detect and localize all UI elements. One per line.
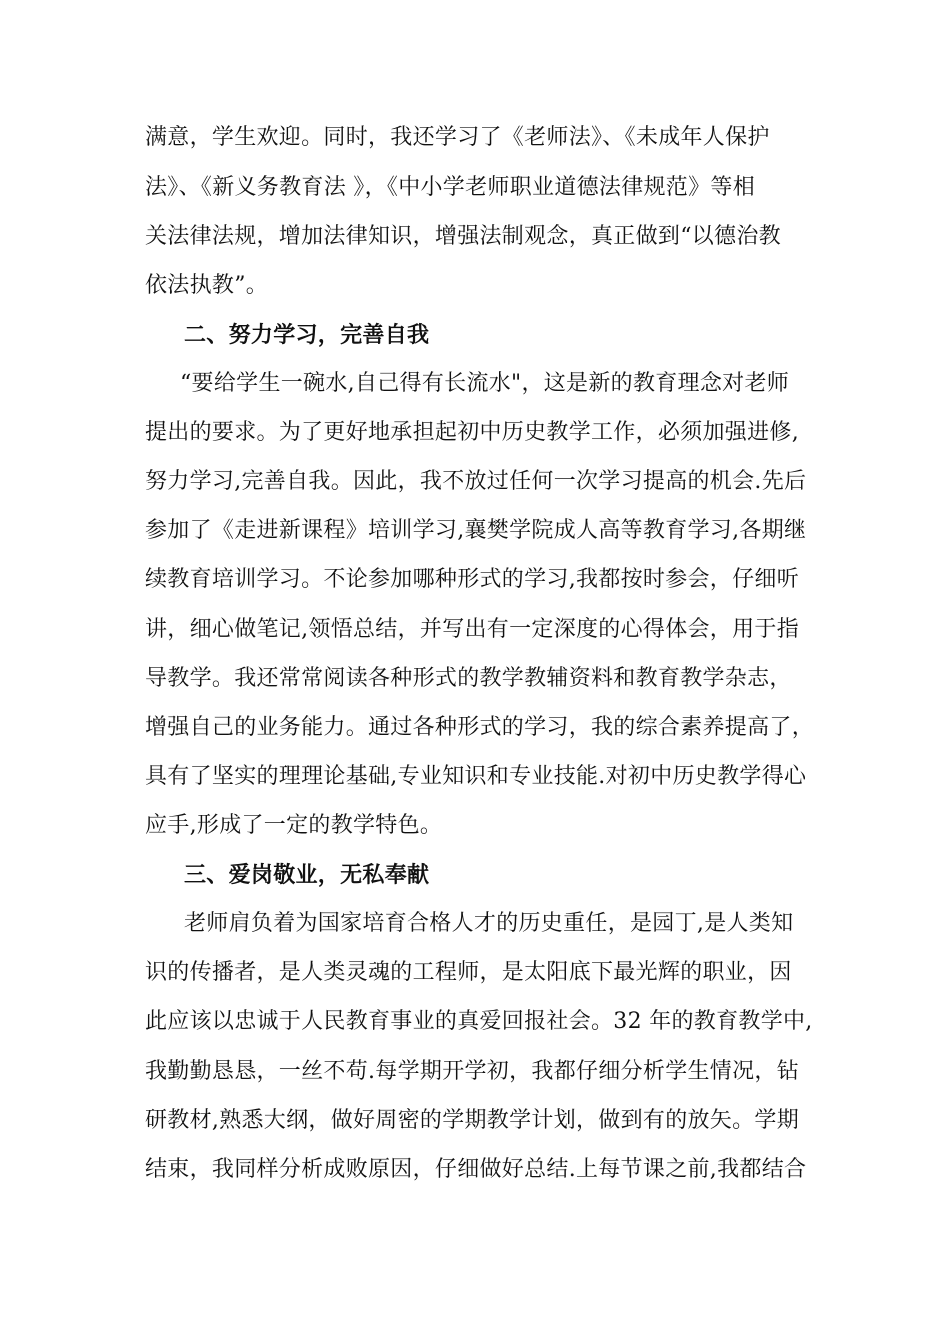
paragraph-line: 老师肩负着为国家培育合格人才的历史重任，是园丁,是人类知: [184, 911, 794, 936]
paragraph-line: 导教学。我还常常阅读各种形式的教学教辅资料和教育教学杂志，: [145, 666, 792, 691]
paragraph-line: 应手,形成了一定的教学特色。: [145, 813, 443, 838]
paragraph-line: 满意，学生欢迎。同时，我还学习了《老师法》、《未成年人保护: [145, 125, 770, 150]
section-heading: 二、努力学习，完善自我: [184, 322, 430, 348]
paragraph-line: 我勤勤恳恳，一丝不苟.每学期开学初，我都仔细分析学生情况，钻: [145, 1059, 799, 1084]
paragraph-line: 法》、《新义务教育法 》，《中小学老师职业道德法律规范》等相: [145, 175, 755, 200]
paragraph-line: 提出的要求。为了更好地承担起初中历史教学工作，必须加强进修,: [145, 420, 799, 445]
paragraph-line: 增强自己的业务能力。通过各种形式的学习，我的综合素养提高了，: [145, 715, 815, 740]
paragraph-line: 依法执教”。: [145, 273, 269, 298]
paragraph-line: 关法律法规，增加法律知识，增强法制观念，真正做到“以德治教: [145, 224, 781, 249]
paragraph-line: 结束，我同样分析成败原因，仔细做好总结.上每节课之前,我都结合: [145, 1157, 807, 1182]
paragraph-line: 续教育培训学习。不论参加哪种形式的学习,我都按时参会，仔细听: [145, 567, 799, 592]
paragraph-line: 具有了坚实的理理论基础,专业知识和专业技能.对初中历史教学得心: [145, 764, 807, 789]
paragraph-line: 识的传播者，是人类灵魂的工程师，是太阳底下最光辉的职业，因: [145, 960, 792, 985]
section-heading: 三、爱岗敬业，无私奉献: [184, 862, 430, 888]
paragraph-line: 此应该以忠诚于人民教育事业的真爱回报社会。32 年的教育教学中,: [145, 1009, 813, 1034]
paragraph-line: “要给学生一碗水,自己得有长流水"，这是新的教育理念对老师: [180, 371, 790, 396]
paragraph-line: 讲，细心做笔记,领悟总结，并写出有一定深度的心得体会，用于指: [145, 617, 799, 642]
paragraph-line: 努力学习,完善自我。因此，我不放过任何一次学习提高的机会.先后: [145, 469, 807, 494]
paragraph-line: 研教材,熟悉大纲，做好周密的学期教学计划，做到有的放矢。学期: [145, 1108, 799, 1133]
paragraph-line: 参加了《走进新课程》培训学习,襄樊学院成人高等教育学习,各期继: [145, 518, 807, 543]
